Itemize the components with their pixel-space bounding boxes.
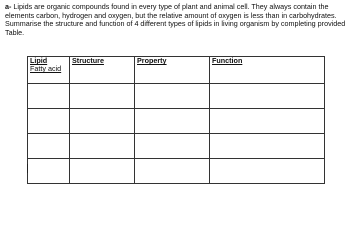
table-cell[interactable] [70, 159, 135, 184]
table-cell[interactable] [70, 84, 135, 109]
table-header-row [28, 57, 325, 84]
table-cell[interactable] [70, 109, 135, 134]
fatty-acid-label: Fatty acid [30, 64, 62, 73]
table-cell[interactable] [135, 84, 210, 109]
header-lipid[interactable] [28, 57, 70, 84]
question-text [5, 3, 347, 37]
header-lipid-label: Lipid [30, 56, 48, 65]
lipid-table [27, 56, 325, 184]
header-structure-label: Structure [72, 56, 104, 65]
table-row [28, 84, 325, 109]
header-property[interactable] [135, 57, 210, 84]
header-function[interactable] [210, 57, 325, 84]
table-cell[interactable] [135, 159, 210, 184]
question-body: Lipids are organic compounds found in every type of plant and animal cell. They always contain the elements carbon, hydrogen and oxygen, but the relative amount of oxygen is less than in carbohydrates. Summarise the structure and function of 4 different types of lipids in living organism by completing provided Table. [5, 2, 346, 37]
table-row [28, 109, 325, 134]
table-cell[interactable] [28, 159, 70, 184]
table-row [28, 159, 325, 184]
header-structure[interactable] [70, 57, 135, 84]
table-cell[interactable] [135, 109, 210, 134]
table-cell[interactable] [28, 109, 70, 134]
table-cell[interactable] [210, 84, 325, 109]
text-cursor [27, 164, 28, 173]
header-property-label: Property [137, 56, 167, 65]
table-row [28, 134, 325, 159]
table-cell[interactable] [70, 134, 135, 159]
table-cell[interactable] [210, 109, 325, 134]
question-label: a- [5, 2, 12, 11]
table-cell[interactable] [28, 84, 70, 109]
table-cell[interactable] [135, 134, 210, 159]
table-cell[interactable] [210, 134, 325, 159]
table-cell[interactable] [28, 134, 70, 159]
table-cell[interactable] [210, 159, 325, 184]
header-function-label: Function [212, 56, 243, 65]
